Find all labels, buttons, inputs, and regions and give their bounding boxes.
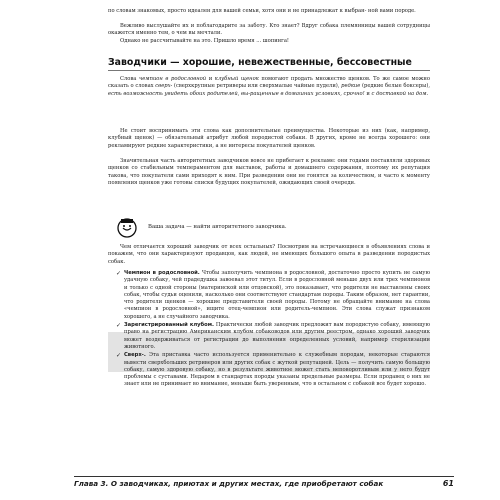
- intro-paragraph: [108, 8, 430, 15]
- bullet-term: Чемпион в родословной.: [124, 270, 200, 276]
- bullet-text: Чтобы заполучить чемпиона в родословной, достаточно просто купить не самую удачную собаку, чей прадедушка завоевал этот титул. Если в родословной меньше двух или трех чемпионов и только с одной стороны (материнской или отцовской), это показывает, что родители не выставлены своих собак, чтобы судьи оценили, насколько они соответствуют стандартам породы. Таким образом, нет гарантии, что родители щенков — хорошие представители своей породы. Потому не обращайте внимание на слова «чемпион в родословной», ищите отец-чемпион или родитель-чемпион. Эти слова служат признаком хорошего, а не случайного заводчика.: [124, 270, 430, 320]
- section-heading: Заводчики — хорошие, невежественные, бессовестные: [108, 57, 412, 68]
- bullet-item-champion: [116, 270, 430, 321]
- bullet-list: [116, 270, 430, 390]
- bullet-text: Эта приставка часто используется применительно к служебным породам, некоторые стараются вывести сверхбольших ретриверов или других собак с жуткой репутацией. Цель — получить самую большую собаку, самую здоровую собаку, но в результате животное может стать неповоротливым или у него будут проблемы с суставами. Недаром в стандартах породы указаны предельные размеры. Если продавец о них не знает или не принимает во внимание, меньше быть уверенным, что в остальном с собакой все будет хорошо.: [124, 352, 430, 388]
- heading-rule: [108, 70, 430, 71]
- page-footer: [74, 476, 454, 489]
- bullet-term: Зарегистрированный клубом.: [124, 322, 214, 329]
- bullet-item-registered: [116, 322, 430, 351]
- tip-text: Ваша задача — найти авторитетного заводчика.: [148, 224, 287, 230]
- intro-line-2: ной вами породе.: [368, 8, 416, 14]
- bullet-item-super: [116, 352, 430, 388]
- intro-line-1: по словам знакомых, просто идеален для вашей семьи, хотя они и не принадлежат к выбран-: [108, 8, 367, 14]
- page-number: 61: [442, 479, 454, 488]
- section-paragraph-1: Слова чемпион в родословной и клубный щенок помогают продать множество щенков. То же самое можно сказать о словах сверх- (сверхкрупные ретриверы или сверхмалые чайные пудели), редкие (редкие белые боксеры), есть возможность увидеть обоих родителей, вы-ращенные в домашних условиях, срочно! и с доставкой на дом.: [108, 76, 431, 97]
- intro-paragraph-3: Однако не рассчитывайте на это. Пришло время ... шопинга!: [120, 38, 290, 44]
- bullet-term: Сверх-.: [124, 352, 146, 359]
- checkmark-icon: ✓: [116, 352, 122, 360]
- section-paragraph-2: Не стоит воспринимать эти слова как дополнительные преимущества. Некоторые из них (как, например, клубный щенок) — обязательный атрибут любой породистой собаки. В других, кроме не всегда хорошего: они рекламируют редкие характеристики, а не интересы покупателей щенков.: [108, 128, 430, 149]
- bullet-text: Практически любой заводчик предложит вам породистую собаку, имеющую право на регистрацию Американским клубом собаководов или другим реестром, однако хороший заводчик может воздерживаться от регистрации до выполнения определенных условий, например стерилизации животного.: [124, 322, 430, 350]
- footer-chapter-title: Глава 3. О заводчиках, приютах и других местах, где приобретают собак: [74, 479, 384, 488]
- checkmark-icon: ✓: [116, 270, 122, 277]
- transition-paragraph: Чем отличается хороший заводчик от всех остальных? Посмотрим на встречающиеся в объявлениях слова и покажем, что они характеризуют продавцов, как людей, не имеющих большого опыта в разведении породистых собак.: [108, 244, 430, 265]
- section-paragraph-3: Значительная часть авторитетных заводчиков вовсе не прибегает к рекламе: они годами поставляли здоровых щенков со стабильным темпераментом для выставок, работы и домашнего содержания, поэтому их репутация такова, что покупатели сами приходят к ним. При разведении они не гонятся за количеством, и часто к моменту появления щенков уже готовы списки будущих покупателей, ожидающих своей очереди.: [108, 158, 430, 186]
- checkmark-icon: ✓: [116, 322, 122, 330]
- intro-paragraph-2: Вежливо выслушайте их и поблагодарите за заботу. Кто знает? Вдруг собака племянницы вашей сотрудницы окажется именно тем, о чем вы мечтали.: [108, 23, 430, 37]
- tip-icon: [116, 216, 138, 238]
